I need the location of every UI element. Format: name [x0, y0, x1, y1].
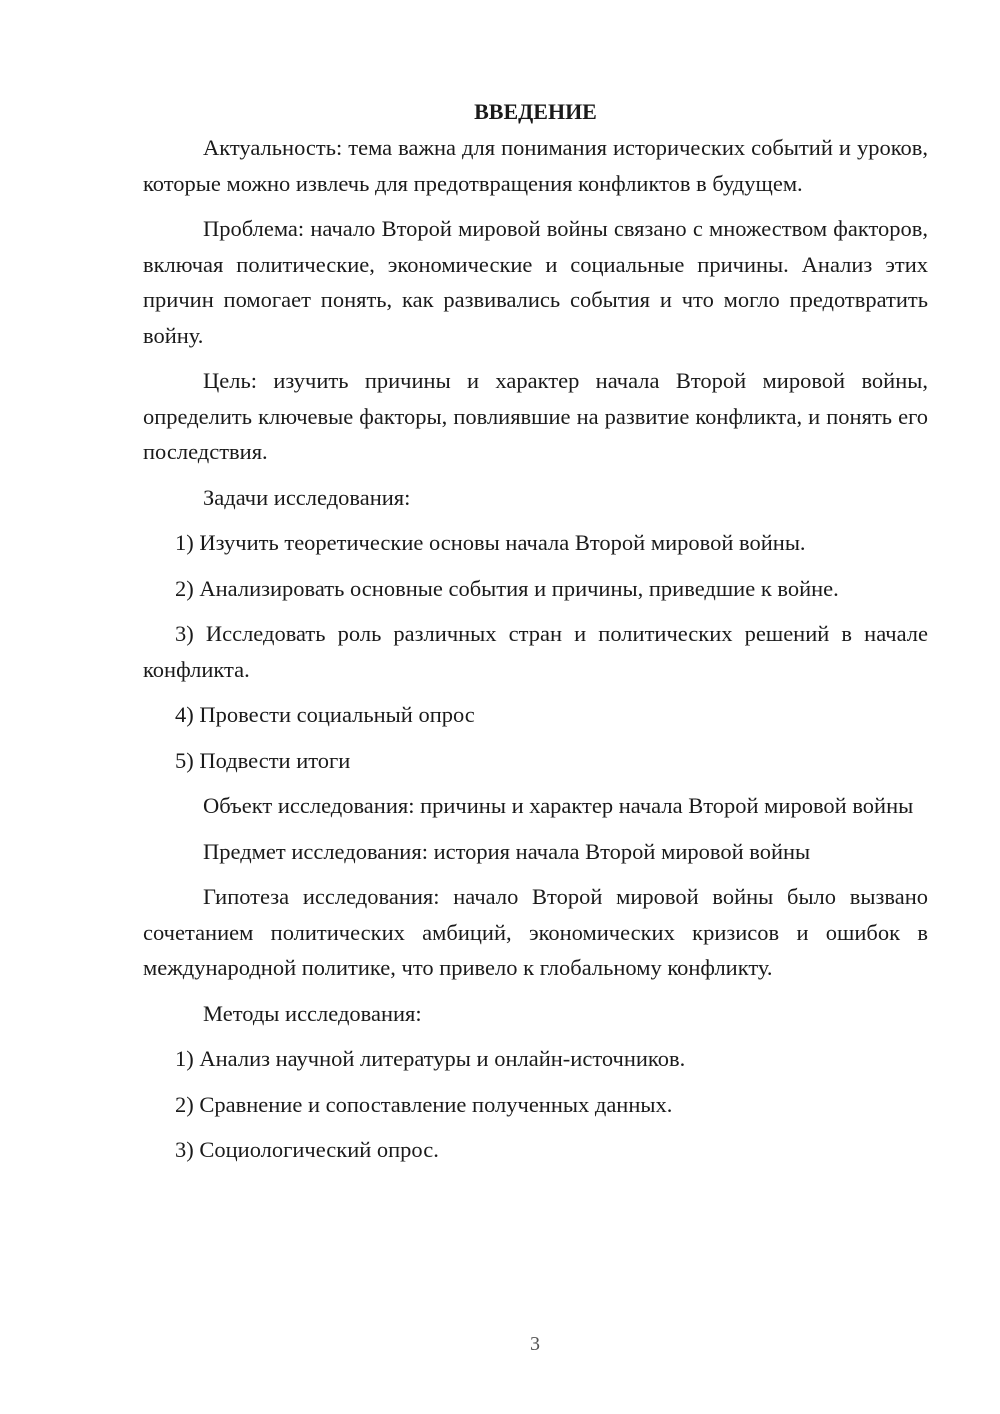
task-item: 1) Изучить теоретические основы начала Второй мировой войны. [175, 530, 806, 555]
methods-heading: Методы исследования: [203, 1000, 422, 1026]
task-item: 5) Подвести итоги [175, 747, 351, 773]
method-item: 1) Анализ научной литературы и онлайн-источников. [175, 1046, 686, 1071]
page-content [143, 94, 928, 1178]
relevance-paragraph: Актуальность: тема важна для понимания исторических событий и уроков, которые можно извлечь для предотвращения конфликтов в будущем. [143, 135, 928, 196]
method-item: 3) Социологический опрос. [175, 1137, 439, 1162]
goal-paragraph: Цель: изучить причины и характер начала Второй мировой войны, определить ключевые факторы, повлиявшие на развитие конфликта, и понять его последствия. [143, 368, 928, 464]
task-item: 2) Анализировать основные события и причины, приведшие к войне. [175, 575, 839, 601]
object-paragraph: Объект исследования: причины и характер начала Второй мировой войны [203, 793, 914, 818]
method-item: 2) Сравнение и сопоставление полученных данных. [175, 1091, 673, 1117]
section-title: ВВЕДЕНИЕ [474, 99, 597, 124]
page-number: 3 [530, 1333, 540, 1355]
tasks-heading: Задачи исследования: [203, 484, 411, 510]
hypothesis-paragraph: Гипотеза исследования: начало Второй мировой войны было вызвано сочетанием политических амбиций, экономических кризисов и ошибок в международной политике, что привело к глобальному конфликту. [143, 884, 928, 980]
subject-paragraph: Предмет исследования: история начала Второй мировой войны [203, 838, 811, 864]
task-item: 3) Исследовать роль различных стран и политических решений в начале конфликта. [143, 621, 928, 682]
problem-paragraph: Проблема: начало Второй мировой войны связано с множеством факторов, включая политические, экономические и социальные причины. Анализ этих причин помогает понять, как развивались события и что могло предотвратить войну. [143, 216, 928, 348]
task-item: 4) Провести социальный опрос [175, 702, 475, 727]
